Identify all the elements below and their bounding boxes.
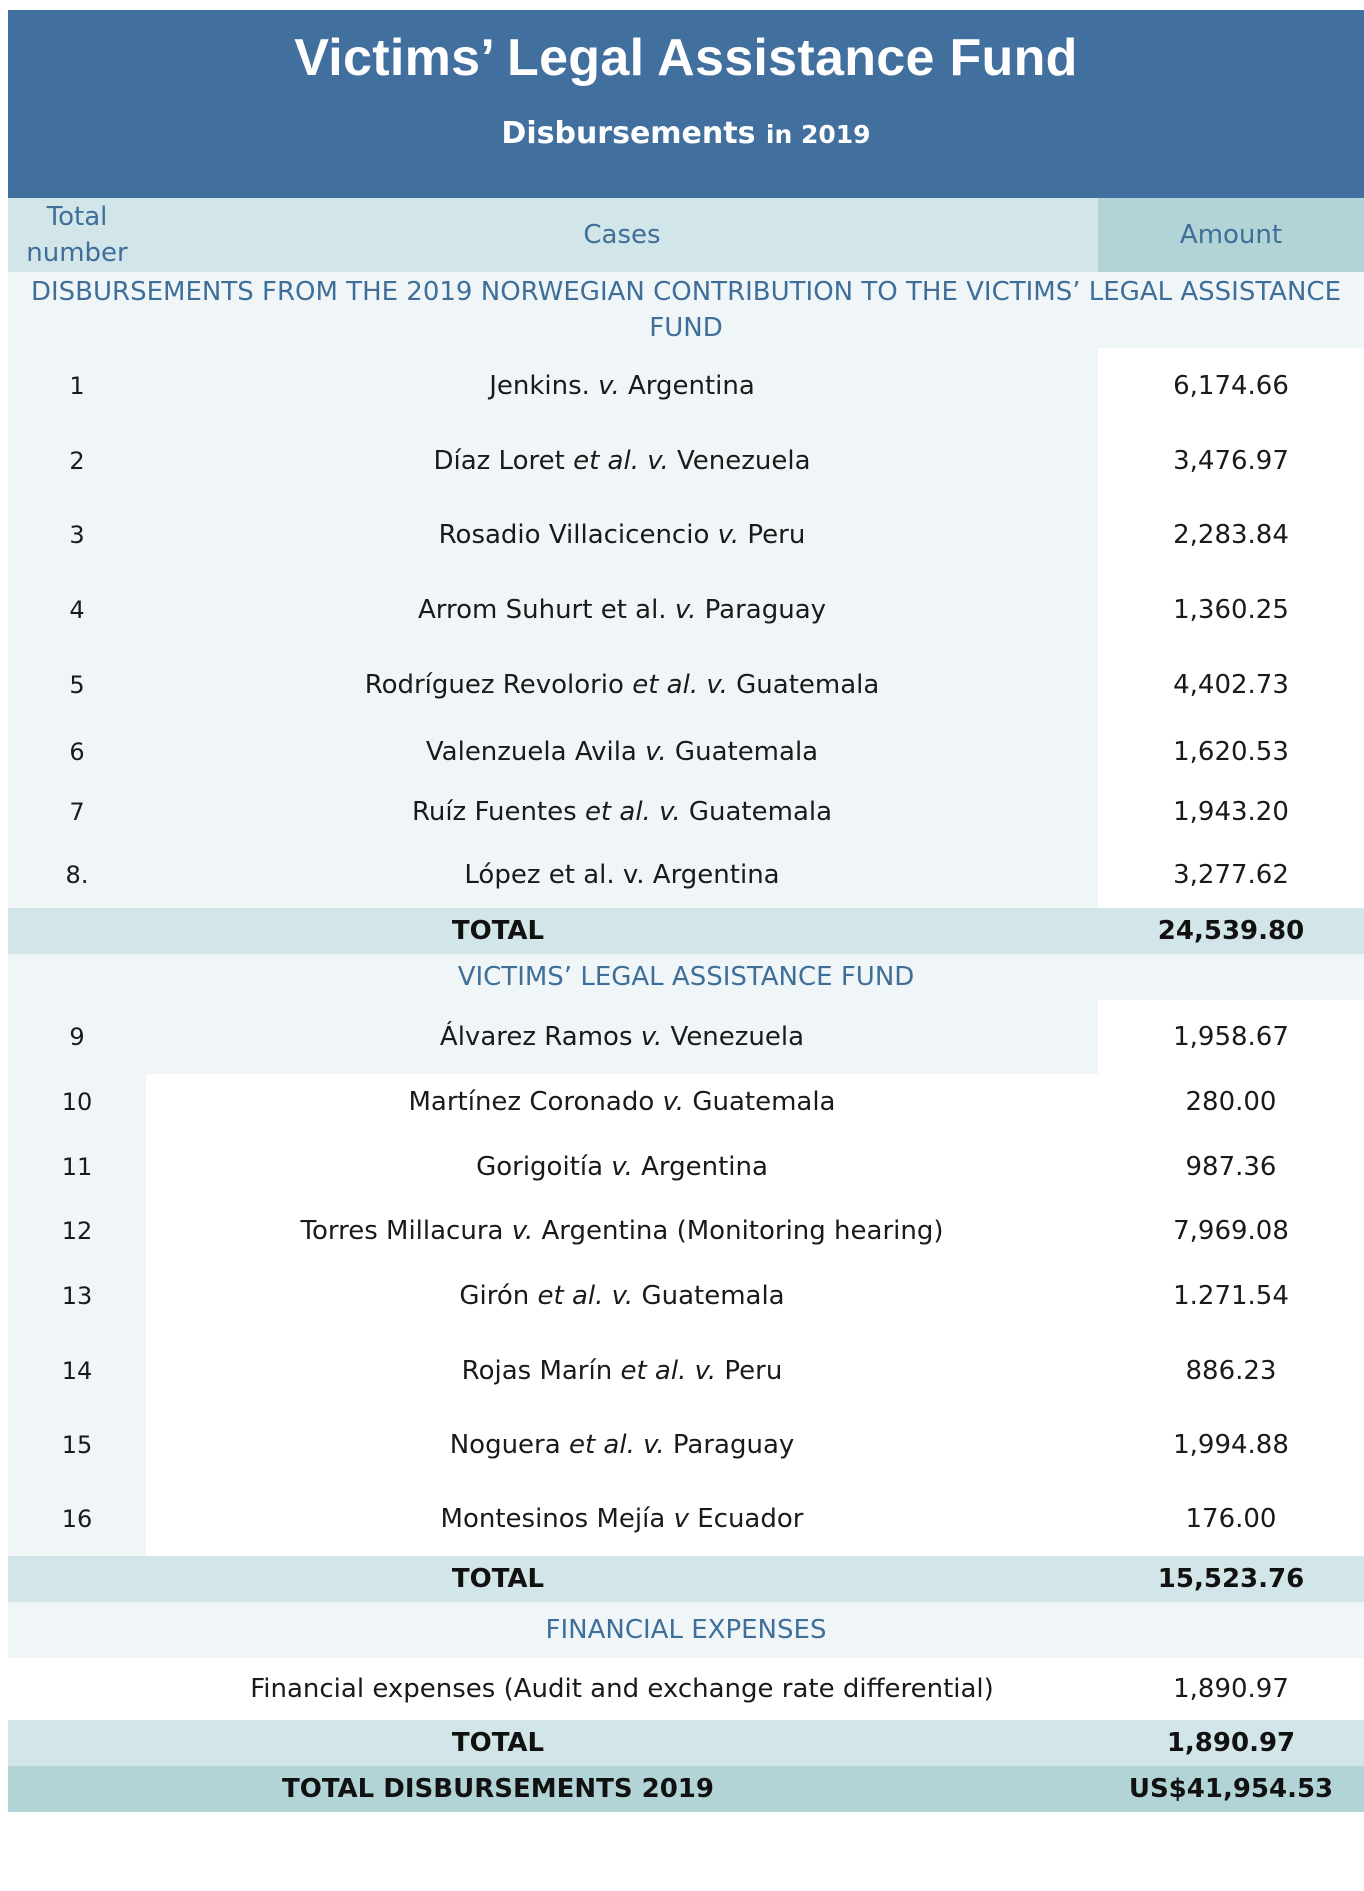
total-label: TOTAL	[451, 916, 545, 946]
case-name-part: Montesinos Mejía	[440, 1504, 674, 1534]
row-number: 9	[8, 1000, 146, 1074]
case-name-italic: v.	[511, 1216, 534, 1246]
case-name-italic: v.	[611, 1152, 633, 1182]
grand-total-amount: US$41,954.53	[1128, 1774, 1334, 1804]
table-row	[8, 1482, 1364, 1556]
row-number: 1	[8, 348, 146, 424]
case-name	[146, 498, 1098, 572]
case-name	[146, 782, 1098, 842]
amount-cell: 1,958.67	[1098, 1000, 1364, 1074]
total-amount: 15,523.76	[1157, 1564, 1305, 1594]
case-name-part: Argentina	[619, 371, 755, 401]
amount-cell: 176.00	[1098, 1482, 1364, 1556]
row-number: 12	[8, 1204, 146, 1258]
table-title: Victims’ Legal Assistance Fund	[294, 29, 1078, 87]
grand-total-row	[8, 1766, 1364, 1812]
case-name-italic: v.	[717, 520, 740, 550]
case-name-italic: et al. v.	[632, 670, 728, 700]
row-number: 11	[8, 1130, 146, 1204]
subtitle-rest: in 2019	[765, 120, 871, 149]
table-row	[8, 1408, 1364, 1482]
table-row	[8, 722, 1364, 782]
section2-total-row	[8, 1556, 1364, 1602]
table-row	[8, 1658, 1364, 1720]
case-name-italic: et al. v.	[537, 1281, 634, 1311]
row-number: 2	[8, 424, 146, 498]
row-number: 15	[8, 1408, 146, 1482]
case-name-part: Guatemala	[666, 737, 819, 767]
table-row	[8, 572, 1364, 648]
case-name-part: Álvarez Ramos	[439, 1022, 641, 1052]
table-row	[8, 842, 1364, 908]
case-name-italic: v.	[598, 371, 620, 401]
case-name-italic: et al. v.	[568, 1430, 665, 1460]
total-label: TOTAL	[451, 1564, 545, 1594]
case-name	[146, 842, 1098, 908]
case-name-part: Argentina (Monitoring hearing)	[533, 1216, 944, 1246]
case-name-part: Valenzuela Avila	[425, 737, 646, 767]
section1-rows	[8, 348, 1364, 908]
case-name	[146, 1130, 1098, 1204]
table-row	[8, 1000, 1364, 1074]
table-row	[8, 782, 1364, 842]
case-name-part: Guatemala	[684, 1087, 836, 1117]
case-name	[146, 722, 1098, 782]
case-name	[146, 348, 1098, 424]
case-name: Financial expenses (Audit and exchange rate differential)	[146, 1658, 1098, 1720]
disbursements-table	[8, 10, 1364, 1812]
amount-cell: 1,620.53	[1098, 722, 1364, 782]
case-name	[146, 1334, 1098, 1408]
case-name-part: Rodríguez Revolorio	[364, 670, 633, 700]
case-name	[146, 1258, 1098, 1334]
case-name-part: Arrom Suhurt et al.	[417, 595, 675, 625]
amount-cell: 3,476.97	[1098, 424, 1364, 498]
amount-cell: 1,360.25	[1098, 572, 1364, 648]
case-name-part: Venezuela	[662, 1022, 805, 1052]
case-name-italic: v.	[662, 1087, 685, 1117]
case-name-part: Guatemala	[633, 1281, 785, 1311]
table-row	[8, 1258, 1364, 1334]
amount-cell: 1,943.20	[1098, 782, 1364, 842]
case-name-italic: et al. v.	[573, 446, 669, 476]
section-heading-norwegian: DISBURSEMENTS FROM THE 2019 NORWEGIAN CONTRIBUTION TO THE VICTIMS’ LEGAL ASSISTANCE FUND	[8, 272, 1364, 348]
case-name-part: Girón	[459, 1281, 538, 1311]
column-header-total-number: Total number	[8, 198, 146, 272]
case-name-italic: et al. v.	[584, 797, 681, 827]
row-number: 3	[8, 498, 146, 572]
case-name-part: López et al. v. Argentina	[464, 860, 780, 890]
case-name-part: Ecuador	[688, 1504, 804, 1534]
case-name-italic: et al. v.	[620, 1356, 717, 1386]
amount-cell: 1.271.54	[1098, 1258, 1364, 1334]
case-name	[146, 648, 1098, 722]
case-name-italic: v	[673, 1504, 689, 1534]
row-number: 16	[8, 1482, 146, 1556]
table-row	[8, 424, 1364, 498]
table-row	[8, 1334, 1364, 1408]
case-name	[146, 1482, 1098, 1556]
case-name	[146, 1204, 1098, 1258]
row-number: 10	[8, 1074, 146, 1130]
total-label: TOTAL	[451, 1728, 545, 1758]
amount-cell: 1,994.88	[1098, 1408, 1364, 1482]
case-name-italic: v.	[645, 737, 667, 767]
table-row	[8, 648, 1364, 722]
table-row	[8, 498, 1364, 572]
table-row	[8, 348, 1364, 424]
row-number: 7	[8, 782, 146, 842]
case-name-part: Díaz Loret	[433, 446, 574, 476]
case-name	[146, 1000, 1098, 1074]
row-number: 5	[8, 648, 146, 722]
amount-cell: 4,402.73	[1098, 648, 1364, 722]
section2-rows	[8, 1000, 1364, 1556]
case-name-part: Ruíz Fuentes	[411, 797, 585, 827]
case-name-part: Torres Millacura	[300, 1216, 512, 1246]
table-subtitle	[8, 116, 1364, 151]
row-number: 13	[8, 1258, 146, 1334]
case-name-italic: v.	[640, 1022, 663, 1052]
case-name-part: Guatemala	[680, 797, 833, 827]
amount-cell: 280.00	[1098, 1074, 1364, 1130]
grand-total-label: TOTAL DISBURSEMENTS 2019	[282, 1774, 714, 1804]
case-name	[146, 1074, 1098, 1130]
amount-cell: 987.36	[1098, 1130, 1364, 1204]
case-name	[146, 1408, 1098, 1482]
subtitle-main: Disbursements	[501, 116, 756, 151]
amount-cell: 2,283.84	[1098, 498, 1364, 572]
case-name-italic: v.	[674, 595, 697, 625]
case-name-part: Peru	[716, 1356, 783, 1386]
row-number: 8.	[8, 842, 146, 908]
table-row	[8, 1204, 1364, 1258]
section-heading-financial-expenses: FINANCIAL EXPENSES	[8, 1602, 1364, 1658]
case-name-part: Rojas Marín	[461, 1356, 621, 1386]
case-name-part: Jenkins.	[489, 371, 599, 401]
amount-cell: 1,890.97	[1098, 1658, 1364, 1720]
row-number: 14	[8, 1334, 146, 1408]
amount-cell: 6,174.66	[1098, 348, 1364, 424]
case-name-part: Rosadio Villacicencio	[438, 520, 718, 550]
case-name-part: Argentina	[632, 1152, 768, 1182]
case-name-part: Peru	[739, 520, 806, 550]
case-name	[146, 424, 1098, 498]
case-name-part: Paraguay	[696, 595, 827, 625]
amount-cell: 3,277.62	[1098, 842, 1364, 908]
section3-total-row	[8, 1720, 1364, 1766]
amount-cell: 7,969.08	[1098, 1204, 1364, 1258]
case-name-part: Venezuela	[668, 446, 811, 476]
row-number: 6	[8, 722, 146, 782]
amount-cell: 886.23	[1098, 1334, 1364, 1408]
case-name-part: Paraguay	[664, 1430, 795, 1460]
total-amount: 1,890.97	[1166, 1728, 1296, 1758]
case-name-part: Noguera	[449, 1430, 569, 1460]
case-name-part: Gorigoitía	[476, 1152, 612, 1182]
case-name	[146, 572, 1098, 648]
column-header-amount: Amount	[1098, 198, 1364, 272]
section1-total-row	[8, 908, 1364, 954]
table-row	[8, 1074, 1364, 1130]
column-header-cases: Cases	[146, 198, 1098, 272]
row-number: 4	[8, 572, 146, 648]
case-name-part: Guatemala	[727, 670, 880, 700]
section-heading-vlaf: VICTIMS’ LEGAL ASSISTANCE FUND	[8, 954, 1364, 1000]
table-row	[8, 1130, 1364, 1204]
table-header-banner	[8, 10, 1364, 198]
case-name-part: Martínez Coronado	[408, 1087, 663, 1117]
total-amount: 24,539.80	[1157, 916, 1305, 946]
column-header-row	[8, 198, 1364, 272]
